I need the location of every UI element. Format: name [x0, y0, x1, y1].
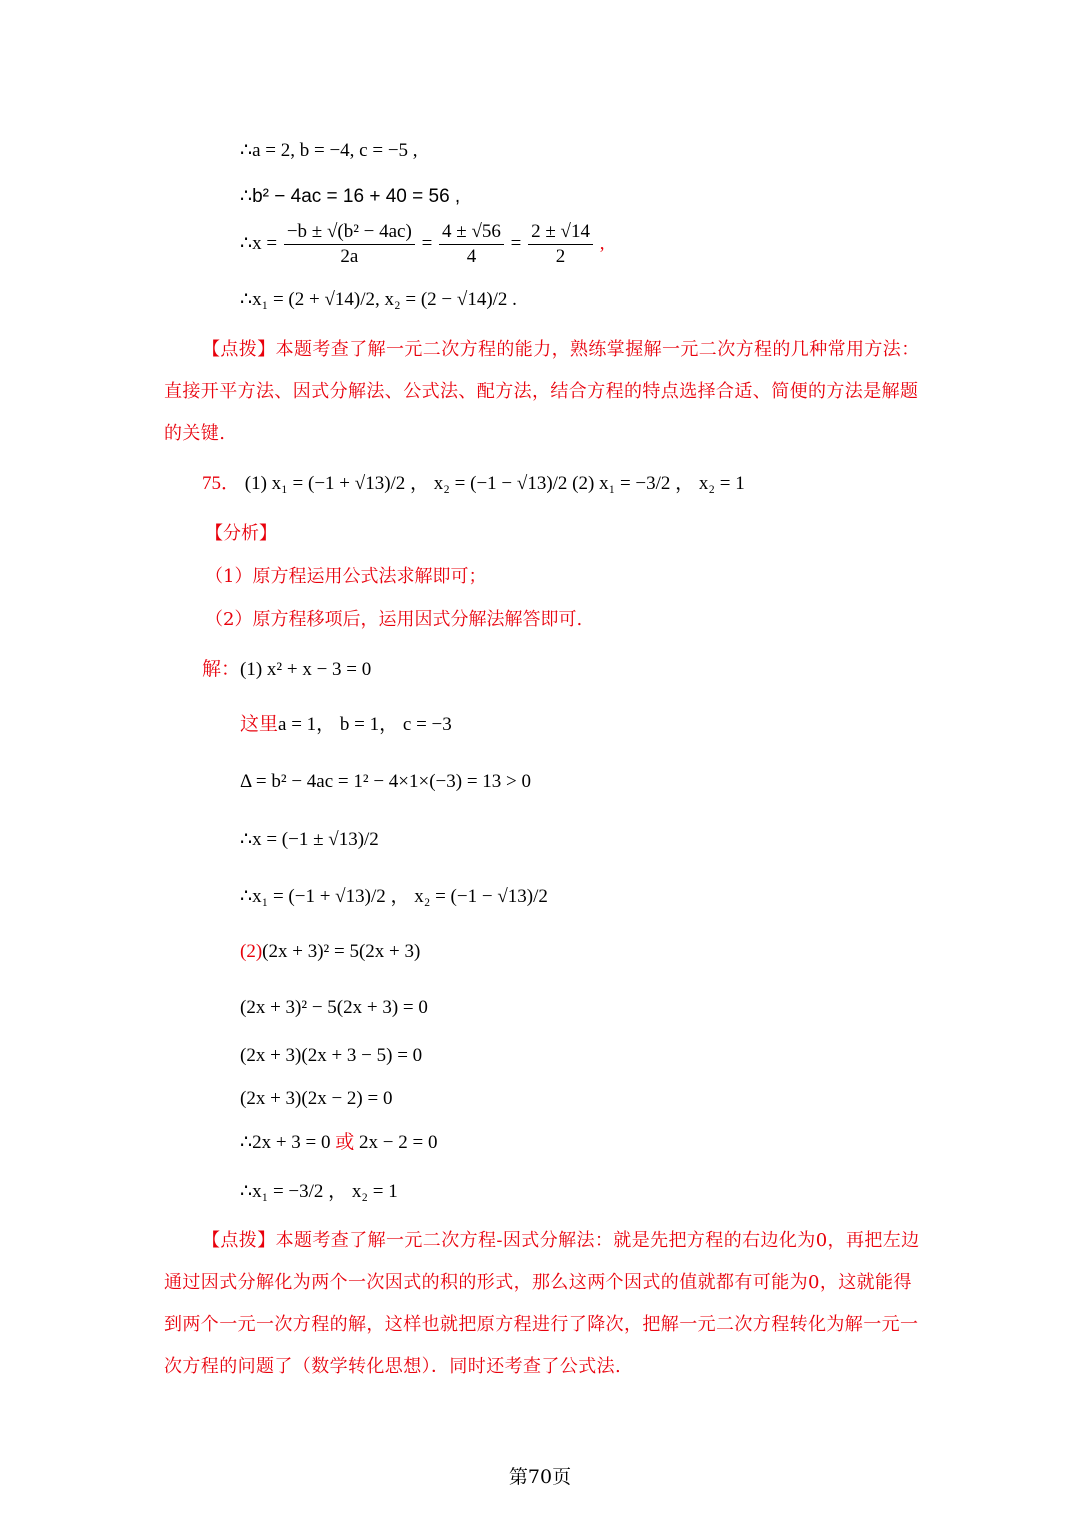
q75-answer-line [202, 472, 745, 496]
question-number: 75． [202, 473, 241, 494]
tip-label: 【点拨】 [202, 1230, 276, 1251]
coefficients-text: ∴a = 2, b = −4, c = −5 , [240, 140, 418, 161]
discriminant-text: ∴b² − 4ac = 16 + 40 = 56 , [240, 186, 461, 207]
formula-fraction [284, 221, 415, 268]
step2-fraction [439, 221, 504, 268]
step2-denominator: 4 [466, 246, 477, 267]
step2-numerator: 4 ± √56 [439, 221, 504, 245]
roots-text: ∴x₁ = (2 + √14)/2, x₂ = (2 − √14)/2 . [240, 289, 517, 310]
tip-text: 本题考查了解一元二次方程的能力，熟练掌握解一元二次方程的几种常用方法：直接开平方法、因式分解法、公式法、配方法，结合方程的特点选择合适、简便的方法是解题的关键. [164, 339, 920, 444]
part2-step4 [240, 1131, 437, 1155]
step4-or: 或 [335, 1132, 355, 1153]
formula-numerator: −b ± √(b² − 4ac) [284, 221, 415, 245]
quadratic-formula-line [240, 221, 604, 268]
part2-step2: (2x + 3)(2x + 3 − 5) = 0 [240, 1045, 423, 1066]
step4-right: 2x − 2 = 0 [359, 1132, 438, 1153]
tip-label: 【点拨】 [202, 339, 276, 360]
formula-lhs: ∴x = [240, 232, 278, 254]
q75-answer: (1) x₁ = (−1 + √13)/2 ， x₂ = (−1 − √13)/2 (2) x₁ = −3/2 ， x₂ = 1 [244, 473, 745, 494]
part1-delta: Δ = b² − 4ac = 1² − 4×1×(−3) = 13 > 0 [240, 771, 532, 792]
part2-label: (2) [240, 941, 263, 962]
part1-roots: ∴x₁ = (−1 + √13)/2 ， x₂ = (−1 − √13)/2 [240, 886, 548, 907]
part2-eq: (2x + 3)² = 5(2x + 3) [262, 941, 421, 962]
discriminant-line [240, 185, 460, 209]
roots-line [240, 288, 517, 312]
step3-numerator: 2 ± √14 [528, 221, 593, 245]
page-number: 第70页 [508, 1466, 572, 1488]
analysis-item-1: （1）原方程运用公式法求解即可； [205, 566, 487, 587]
part1-equation: (1) x² + x − 3 = 0 [240, 659, 372, 680]
step4-left: ∴2x + 3 = 0 [240, 1132, 331, 1153]
solution-part1-equation [202, 658, 371, 682]
solution-label: 解： [202, 659, 241, 680]
tip-text: 本题考查了解一元二次方程-因式分解法：就是先把方程的右边化为0，再把左边通过因式分解化为两个一次因式的积的形式，那么这两个因式的值就都有可能为0，这就能得到两个一元一次方程的解，这样也就把原方程进行了降次，把解一元二次方程转化为解一元一次方程的问题了（数学转化思想）．同时还考查了公式法. [164, 1230, 920, 1377]
part1-x: ∴x = (−1 ± √13)/2 [240, 829, 379, 850]
analysis-item-2: （2）原方程移项后，运用因式分解法解答即可. [205, 609, 583, 630]
part1-coefficients [240, 713, 452, 737]
part2-equation [240, 940, 420, 964]
step3-denominator: 2 [555, 246, 566, 267]
coefficients-line [240, 139, 418, 163]
coeffs-prefix: 这里 [240, 714, 279, 735]
equals-sign: = [421, 232, 433, 254]
equals-sign: = [510, 232, 522, 254]
analysis-label: 【分析】 [205, 523, 277, 544]
comma: , [599, 232, 605, 254]
part2-step3: (2x + 3)(2x − 2) = 0 [240, 1088, 393, 1109]
tip-paragraph-2 [164, 1220, 924, 1388]
formula-denominator: 2a [340, 246, 359, 267]
part2-roots: ∴x₁ = −3/2 ， x₂ = 1 [240, 1181, 398, 1202]
tip-paragraph-1 [164, 329, 924, 455]
part2-step1: (2x + 3)² − 5(2x + 3) = 0 [240, 997, 428, 1018]
coeffs-values: a = 1， b = 1， c = −3 [278, 714, 452, 735]
step3-fraction [528, 221, 593, 268]
